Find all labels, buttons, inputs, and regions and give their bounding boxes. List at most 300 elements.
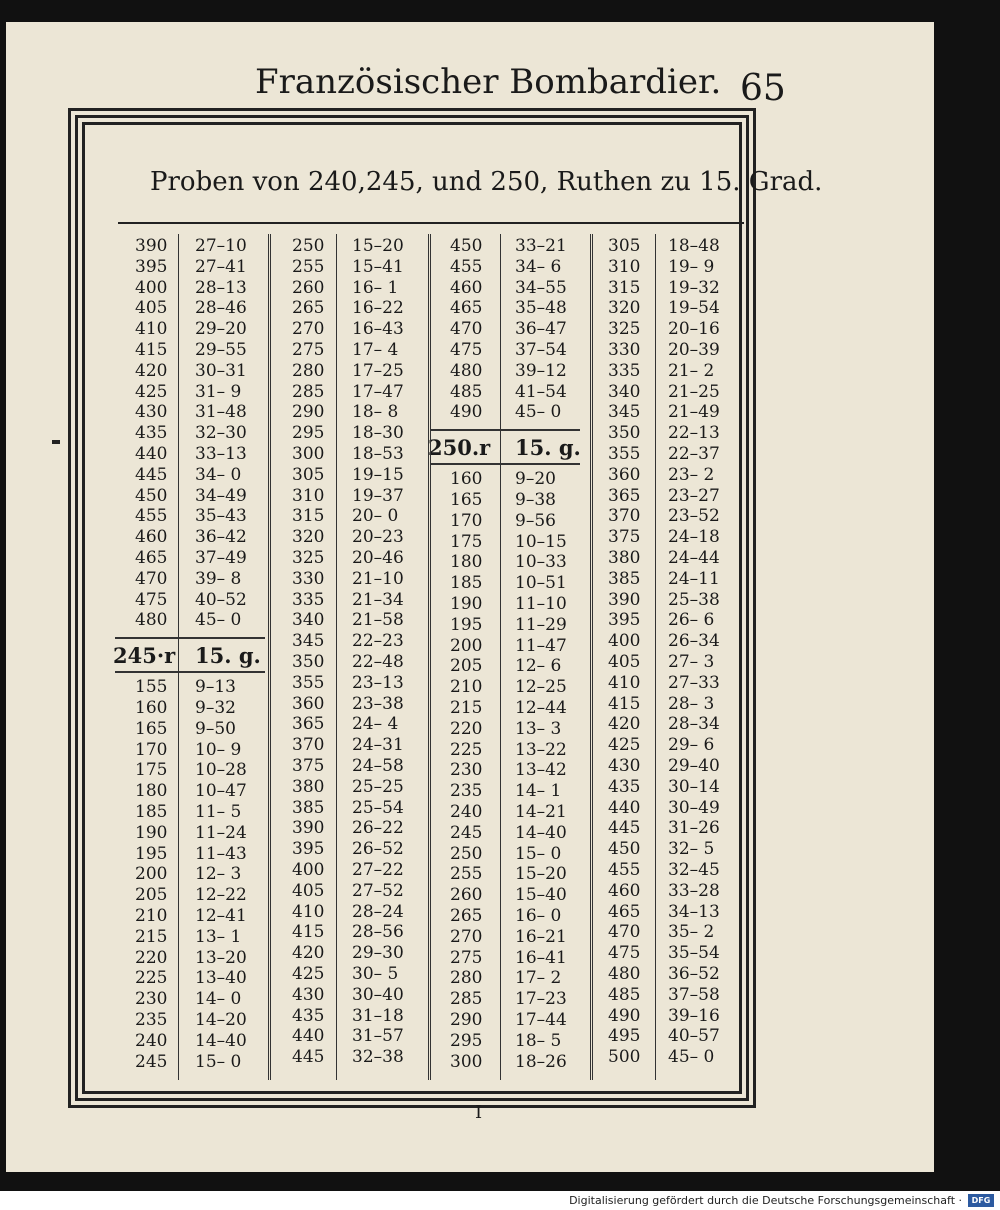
angle-cell: 39– 8	[195, 568, 242, 589]
section-range-header: 250.r	[428, 435, 491, 461]
angle-cell: 33–28	[668, 880, 720, 901]
distance-cell: 395	[135, 256, 168, 277]
distance-cell: 190	[135, 822, 168, 843]
distance-cell: 490	[450, 402, 483, 423]
distance-cell: 250	[450, 843, 483, 864]
angle-cell: 20–46	[352, 548, 404, 568]
distance-cell: 300	[450, 1051, 483, 1072]
distance-cell: 175	[135, 760, 168, 781]
distance-cell: 255	[292, 256, 325, 277]
distance-cell: 360	[292, 693, 325, 714]
angle-cell: 14– 1	[515, 781, 562, 802]
distance-cell: 485	[608, 984, 641, 1005]
distance-cell: 175	[450, 531, 483, 552]
distance-cell: 235	[450, 781, 483, 802]
angle-cell: 20–16	[668, 319, 720, 340]
angle-cell: 9–56	[515, 510, 556, 531]
angle-cell: 37–54	[515, 340, 567, 360]
distance-cell: 450	[608, 839, 641, 860]
distance-cell: 255	[450, 864, 483, 885]
angle-cell: 31– 9	[195, 381, 242, 402]
column-rule	[500, 234, 501, 1080]
angle-cell: 45– 0	[515, 402, 562, 423]
distance-cell: 330	[608, 340, 641, 360]
distance-cell: 405	[608, 652, 641, 672]
distance-cell: 240	[450, 802, 483, 822]
angle-cell: 20–23	[352, 527, 404, 548]
angle-cell: 23–13	[352, 672, 404, 693]
angle-cell: 30–49	[668, 797, 720, 818]
distance-cell: 405	[135, 298, 168, 319]
angle-cell: 21–34	[352, 589, 404, 610]
angle-cell: 16–43	[352, 319, 404, 340]
distance-cell: 390	[292, 818, 325, 839]
angle-cell: 9–13	[195, 677, 236, 698]
angle-cell: 10– 9	[195, 739, 242, 760]
distance-cell: 485	[450, 381, 483, 402]
angle-cell: 9–50	[195, 718, 236, 739]
angle-cell: 14–20	[195, 1010, 247, 1030]
angle-cell: 29–55	[195, 340, 247, 360]
angle-cell: 20– 0	[352, 506, 399, 527]
distance-cell: 260	[292, 277, 325, 298]
angle-cell: 18–53	[352, 444, 404, 464]
distance-cell: 215	[135, 926, 168, 947]
angle-cell: 41–54	[515, 381, 567, 402]
distance-cell: 180	[135, 781, 168, 802]
distance-cell: 210	[135, 906, 168, 926]
angle-cell: 19–37	[352, 485, 404, 506]
angle-cell: 24– 4	[352, 714, 399, 735]
angle-cell: 27–10	[195, 236, 247, 256]
angle-cell: 23–38	[352, 693, 404, 714]
angle-cell: 9–32	[195, 698, 236, 718]
angle-cell: 23– 2	[668, 464, 715, 485]
angle-cell: 14– 0	[195, 989, 242, 1010]
angle-cell: 18–26	[515, 1051, 567, 1072]
distance-cell: 390	[608, 589, 641, 610]
angle-cell: 19–54	[668, 298, 720, 319]
angle-cell: 11–10	[515, 594, 567, 614]
angle-cell: 33–13	[195, 444, 247, 464]
distance-cell: 415	[608, 693, 641, 714]
distance-cell: 310	[292, 485, 325, 506]
distance-cell: 475	[450, 340, 483, 360]
angle-cell: 36–47	[515, 319, 567, 340]
distance-cell: 260	[450, 885, 483, 906]
distance-cell: 190	[450, 594, 483, 614]
section-degree-header: 15. g.	[195, 643, 261, 669]
angle-cell: 12–41	[195, 906, 247, 926]
distance-cell: 430	[608, 756, 641, 776]
angle-cell: 10–15	[515, 531, 567, 552]
distance-cell: 445	[292, 1047, 325, 1068]
distance-cell: 480	[135, 610, 168, 631]
table-title: Proben von 240,245, und 250, Ruthen zu 15. Grad.	[150, 167, 823, 197]
angle-cell: 25–54	[352, 797, 404, 818]
angle-cell: 36–42	[195, 527, 247, 548]
distance-cell: 365	[292, 714, 325, 735]
section-range-header: 245·r	[113, 643, 176, 669]
angle-cell: 21–49	[668, 402, 720, 423]
distance-cell: 475	[135, 589, 168, 610]
distance-cell: 385	[292, 797, 325, 818]
angle-cell: 12– 6	[515, 656, 562, 677]
column-rule	[178, 234, 179, 1080]
section-rule	[430, 463, 580, 465]
angle-cell: 13–22	[515, 739, 567, 760]
angle-cell: 35– 2	[668, 922, 715, 943]
distance-cell: 320	[292, 527, 325, 548]
angle-cell: 21–58	[352, 610, 404, 631]
angle-cell: 17–44	[515, 1010, 567, 1030]
distance-cell: 495	[608, 1026, 641, 1047]
distance-cell: 375	[608, 527, 641, 548]
distance-cell: 270	[450, 926, 483, 947]
angle-cell: 35–54	[668, 943, 720, 964]
column-rule	[590, 234, 593, 1080]
angle-cell: 27–52	[352, 880, 404, 901]
distance-cell: 455	[450, 256, 483, 277]
angle-cell: 36–52	[668, 964, 720, 984]
distance-cell: 370	[292, 735, 325, 756]
angle-cell: 37–49	[195, 548, 247, 568]
distance-cell: 210	[450, 677, 483, 698]
distance-cell: 310	[608, 256, 641, 277]
angle-cell: 34– 0	[195, 464, 242, 485]
distance-cell: 245	[135, 1051, 168, 1072]
distance-cell: 445	[608, 818, 641, 839]
angle-cell: 9–38	[515, 490, 556, 510]
distance-cell: 220	[450, 718, 483, 739]
angle-cell: 24–31	[352, 735, 404, 756]
angle-cell: 40–57	[668, 1026, 720, 1047]
distance-cell: 285	[450, 989, 483, 1010]
section-rule	[115, 637, 265, 639]
distance-cell: 195	[135, 843, 168, 864]
distance-cell: 345	[608, 402, 641, 423]
angle-cell: 28– 3	[668, 693, 715, 714]
angle-cell: 20–39	[668, 340, 720, 360]
angle-cell: 21–25	[668, 381, 720, 402]
angle-cell: 16–22	[352, 298, 404, 319]
distance-cell: 475	[608, 943, 641, 964]
distance-cell: 155	[135, 677, 168, 698]
distance-cell: 470	[608, 922, 641, 943]
distance-cell: 400	[608, 631, 641, 652]
angle-cell: 17– 4	[352, 340, 399, 360]
distance-cell: 305	[608, 236, 641, 256]
angle-cell: 31–18	[352, 1005, 404, 1026]
distance-cell: 410	[292, 901, 325, 922]
angle-cell: 26–22	[352, 818, 404, 839]
distance-cell: 285	[292, 381, 325, 402]
angle-cell: 24–11	[668, 568, 720, 589]
angle-cell: 32– 5	[668, 839, 715, 860]
distance-cell: 315	[608, 277, 641, 298]
angle-cell: 14–40	[515, 822, 567, 843]
distance-cell: 195	[450, 614, 483, 635]
angle-cell: 16– 0	[515, 906, 562, 926]
angle-cell: 18–48	[668, 236, 720, 256]
distance-cell: 450	[135, 485, 168, 506]
angle-cell: 12–25	[515, 677, 567, 698]
inner-border	[82, 122, 742, 1094]
distance-cell: 370	[608, 506, 641, 527]
distance-cell: 240	[135, 1030, 168, 1051]
distance-cell: 435	[608, 776, 641, 797]
distance-cell: 205	[135, 885, 168, 906]
angle-cell: 24–58	[352, 756, 404, 776]
angle-cell: 29– 6	[668, 735, 715, 756]
distance-cell: 330	[292, 568, 325, 589]
distance-cell: 205	[450, 656, 483, 677]
signature-mark: I	[475, 1102, 483, 1123]
distance-cell: 455	[608, 860, 641, 880]
distance-cell: 470	[135, 568, 168, 589]
angle-cell: 10–47	[195, 781, 247, 802]
angle-cell: 19– 9	[668, 256, 715, 277]
angle-cell: 13– 1	[195, 926, 242, 947]
angle-cell: 45– 0	[668, 1047, 715, 1068]
distance-cell: 185	[450, 573, 483, 594]
distance-cell: 460	[135, 527, 168, 548]
page-number: 65	[740, 68, 786, 109]
distance-cell: 355	[608, 444, 641, 464]
angle-cell: 28–24	[352, 901, 404, 922]
distance-cell: 335	[292, 589, 325, 610]
angle-cell: 11–24	[195, 822, 247, 843]
angle-cell: 11– 5	[195, 802, 242, 822]
angle-cell: 18– 8	[352, 402, 399, 423]
angle-cell: 14–40	[195, 1030, 247, 1051]
distance-cell: 415	[292, 922, 325, 943]
distance-cell: 320	[608, 298, 641, 319]
distance-cell: 235	[135, 1010, 168, 1030]
angle-cell: 32–38	[352, 1047, 404, 1068]
section-degree-header: 15. g.	[515, 435, 581, 461]
distance-cell: 345	[292, 631, 325, 652]
distance-cell: 460	[450, 277, 483, 298]
angle-cell: 31–26	[668, 818, 720, 839]
distance-cell: 365	[608, 485, 641, 506]
distance-cell: 295	[292, 423, 325, 444]
distance-cell: 290	[292, 402, 325, 423]
angle-cell: 15–41	[352, 256, 404, 277]
distance-cell: 290	[450, 1010, 483, 1030]
angle-cell: 29–30	[352, 943, 404, 964]
angle-cell: 28–34	[668, 714, 720, 735]
distance-cell: 435	[135, 423, 168, 444]
distance-cell: 170	[135, 739, 168, 760]
distance-cell: 425	[292, 964, 325, 984]
angle-cell: 12– 3	[195, 864, 242, 885]
distance-cell: 400	[135, 277, 168, 298]
title-rule	[118, 222, 744, 224]
angle-cell: 13–42	[515, 760, 567, 781]
angle-cell: 35–43	[195, 506, 247, 527]
distance-cell: 445	[135, 464, 168, 485]
distance-cell: 315	[292, 506, 325, 527]
angle-cell: 19–32	[668, 277, 720, 298]
angle-cell: 12–44	[515, 698, 567, 718]
column-rule	[336, 234, 337, 1080]
angle-cell: 16– 1	[352, 277, 399, 298]
angle-cell: 19–15	[352, 464, 404, 485]
angle-cell: 13–40	[195, 968, 247, 989]
angle-cell: 34–13	[668, 901, 720, 922]
distance-cell: 440	[135, 444, 168, 464]
distance-cell: 430	[292, 984, 325, 1005]
distance-cell: 420	[135, 360, 168, 381]
distance-cell: 470	[450, 319, 483, 340]
angle-cell: 15–20	[352, 236, 404, 256]
angle-cell: 25–25	[352, 776, 404, 797]
distance-cell: 425	[608, 735, 641, 756]
angle-cell: 30–40	[352, 984, 404, 1005]
angle-cell: 23–52	[668, 506, 720, 527]
distance-cell: 420	[292, 943, 325, 964]
column-rule	[268, 234, 271, 1080]
distance-cell: 400	[292, 860, 325, 880]
angle-cell: 32–30	[195, 423, 247, 444]
distance-cell: 305	[292, 464, 325, 485]
angle-cell: 39–12	[515, 360, 567, 381]
angle-cell: 24–18	[668, 527, 720, 548]
distance-cell: 230	[450, 760, 483, 781]
angle-cell: 18–30	[352, 423, 404, 444]
angle-cell: 11–43	[195, 843, 247, 864]
angle-cell: 27–41	[195, 256, 247, 277]
angle-cell: 26–34	[668, 631, 720, 652]
angle-cell: 30– 5	[352, 964, 399, 984]
angle-cell: 14–21	[515, 802, 567, 822]
distance-cell: 395	[608, 610, 641, 631]
angle-cell: 33–21	[515, 236, 567, 256]
angle-cell: 10–51	[515, 573, 567, 594]
distance-cell: 440	[608, 797, 641, 818]
column-rule	[428, 234, 431, 1080]
angle-cell: 26–52	[352, 839, 404, 860]
distance-cell: 230	[135, 989, 168, 1010]
distance-cell: 295	[450, 1030, 483, 1051]
distance-cell: 380	[292, 776, 325, 797]
angle-cell: 32–45	[668, 860, 720, 880]
distance-cell: 460	[608, 880, 641, 901]
angle-cell: 22–23	[352, 631, 404, 652]
angle-cell: 37–58	[668, 984, 720, 1005]
distance-cell: 415	[135, 340, 168, 360]
distance-cell: 265	[292, 298, 325, 319]
distance-cell: 350	[292, 652, 325, 672]
distance-cell: 385	[608, 568, 641, 589]
distance-cell: 245	[450, 822, 483, 843]
distance-cell: 450	[450, 236, 483, 256]
distance-cell: 200	[450, 635, 483, 656]
angle-cell: 15– 0	[515, 843, 562, 864]
angle-cell: 17–23	[515, 989, 567, 1010]
angle-cell: 22–13	[668, 423, 720, 444]
angle-cell: 24–44	[668, 548, 720, 568]
distance-cell: 480	[608, 964, 641, 984]
section-rule	[115, 671, 265, 673]
angle-cell: 31–57	[352, 1026, 404, 1047]
angle-cell: 13– 3	[515, 718, 562, 739]
distance-cell: 250	[292, 236, 325, 256]
column-rule	[655, 234, 656, 1080]
distance-cell: 300	[292, 444, 325, 464]
dfg-credit-bar	[0, 1191, 1000, 1210]
angle-cell: 30–31	[195, 360, 247, 381]
distance-cell: 425	[135, 381, 168, 402]
distance-cell: 455	[135, 506, 168, 527]
angle-cell: 28–56	[352, 922, 404, 943]
angle-cell: 18– 5	[515, 1030, 562, 1051]
distance-cell: 420	[608, 714, 641, 735]
distance-cell: 170	[450, 510, 483, 531]
distance-cell: 410	[135, 319, 168, 340]
distance-cell: 160	[450, 469, 483, 490]
distance-cell: 500	[608, 1047, 641, 1068]
angle-cell: 28–46	[195, 298, 247, 319]
distance-cell: 340	[292, 610, 325, 631]
distance-cell: 465	[450, 298, 483, 319]
distance-cell: 410	[608, 672, 641, 693]
distance-cell: 480	[450, 360, 483, 381]
distance-cell: 165	[135, 718, 168, 739]
angle-cell: 15– 0	[195, 1051, 242, 1072]
distance-cell: 325	[608, 319, 641, 340]
distance-cell: 355	[292, 672, 325, 693]
angle-cell: 45– 0	[195, 610, 242, 631]
angle-cell: 17– 2	[515, 968, 562, 989]
distance-cell: 160	[135, 698, 168, 718]
angle-cell: 34– 6	[515, 256, 562, 277]
angle-cell: 22–37	[668, 444, 720, 464]
distance-cell: 270	[292, 319, 325, 340]
distance-cell: 280	[292, 360, 325, 381]
angle-cell: 13–20	[195, 947, 247, 968]
angle-cell: 34–55	[515, 277, 567, 298]
angle-cell: 21–10	[352, 568, 404, 589]
distance-cell: 350	[608, 423, 641, 444]
angle-cell: 30–14	[668, 776, 720, 797]
distance-cell: 280	[450, 968, 483, 989]
angle-cell: 17–47	[352, 381, 404, 402]
angle-cell: 23–27	[668, 485, 720, 506]
distance-cell: 440	[292, 1026, 325, 1047]
distance-cell: 430	[135, 402, 168, 423]
angle-cell: 34–49	[195, 485, 247, 506]
angle-cell: 28–13	[195, 277, 247, 298]
distance-cell: 225	[450, 739, 483, 760]
distance-cell: 340	[608, 381, 641, 402]
angle-cell: 31–48	[195, 402, 247, 423]
distance-cell: 390	[135, 236, 168, 256]
distance-cell: 165	[450, 490, 483, 510]
angle-cell: 39–16	[668, 1005, 720, 1026]
angle-cell: 35–48	[515, 298, 567, 319]
distance-cell: 395	[292, 839, 325, 860]
distance-cell: 215	[450, 698, 483, 718]
angle-cell: 29–20	[195, 319, 247, 340]
angle-cell: 11–29	[515, 614, 567, 635]
distance-cell: 220	[135, 947, 168, 968]
angle-cell: 11–47	[515, 635, 567, 656]
angle-cell: 12–22	[195, 885, 247, 906]
angle-cell: 15–20	[515, 864, 567, 885]
distance-cell: 405	[292, 880, 325, 901]
